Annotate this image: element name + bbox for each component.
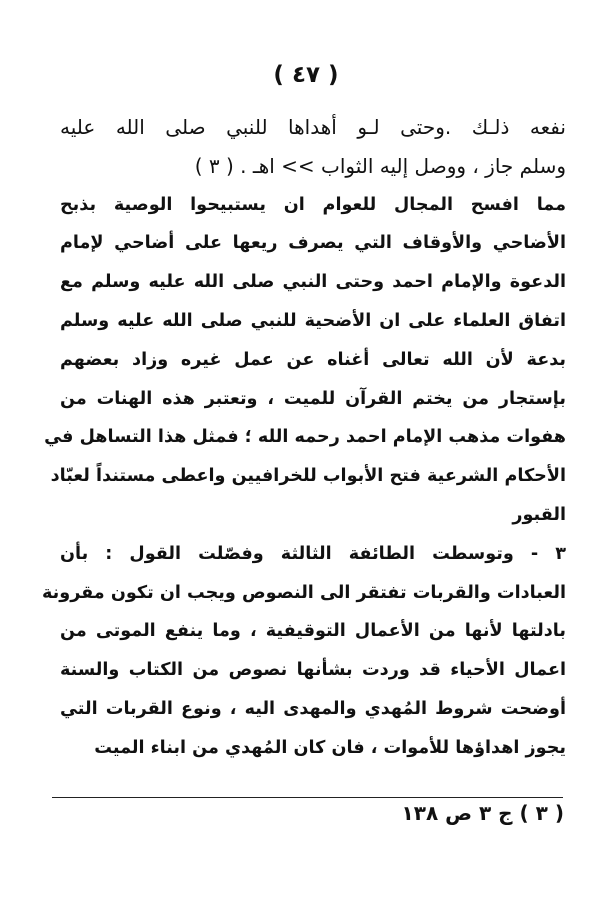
text-line: مما افسح المجال للعوام ان يستبيحوا الوصية بذبح	[60, 194, 566, 215]
text-line: الأحكام الشرعية فتح الأبواب للخرافيين واعطى مستنداً لعبّاد	[50, 466, 566, 487]
text-line: نفعه ذلـك .وحتى لـو أهداها للنبي صلى الله عليه	[60, 115, 566, 139]
footnote: ( ٣ ) ج ٣ ص ١٣٨	[401, 801, 564, 825]
text-line: اتفاق العلماء على ان الأضحية للنبي صلى الله عليه وسلم	[60, 310, 566, 331]
page-number: ( ٤٧ )	[273, 62, 339, 88]
text-line: الأضاحي والأوقاف التي يصرف ريعها على أضاحي لإمام	[60, 233, 566, 254]
text-line: وسلم جاز ، ووصل إليه الثواب >> اهـ . ( ٣ )	[194, 153, 566, 178]
footnote-divider	[52, 797, 563, 798]
text-line: العبادات والقربات تفتقر الى النصوص ويجب ان تكون مقرونة	[41, 582, 566, 603]
text-line: يجوز اهداؤها للأموات ، فان كان المُهدي من ابناء الميت	[94, 737, 566, 758]
text-line: بادلتها لأنها من الأعمال التوقيفية ، وما ينفع الموتى من	[60, 621, 566, 642]
body-text	[41, 108, 566, 768]
text-line: الدعوة والإمام احمد وحتى النبي صلى الله عليه وسلم مع	[60, 272, 566, 293]
text-line: اعمال الأحياء قد وردت بشأنها نصوص من الكتاب والسنة	[60, 660, 566, 681]
text-line: أوضحت شروط المُهدي والمهدى اليه ، ونوع القربات التي	[60, 698, 566, 719]
text-line: هفوات مذهب الإمام احمد رحمه الله ؛ فمثل هذا التساهل في	[44, 427, 566, 448]
text-line: القبور	[512, 504, 566, 525]
text-line: بإستجار من يختم القرآن للميت ، وتعتبر هذه الهنات من	[60, 388, 566, 409]
text-line: بدعة لأن الله تعالى أغناه عن عمل غيره وزاد بعضهم	[60, 349, 566, 370]
text-line: ٣ - وتوسطت الطائفة الثالثة وفصّلت القول : بأن	[60, 543, 566, 564]
